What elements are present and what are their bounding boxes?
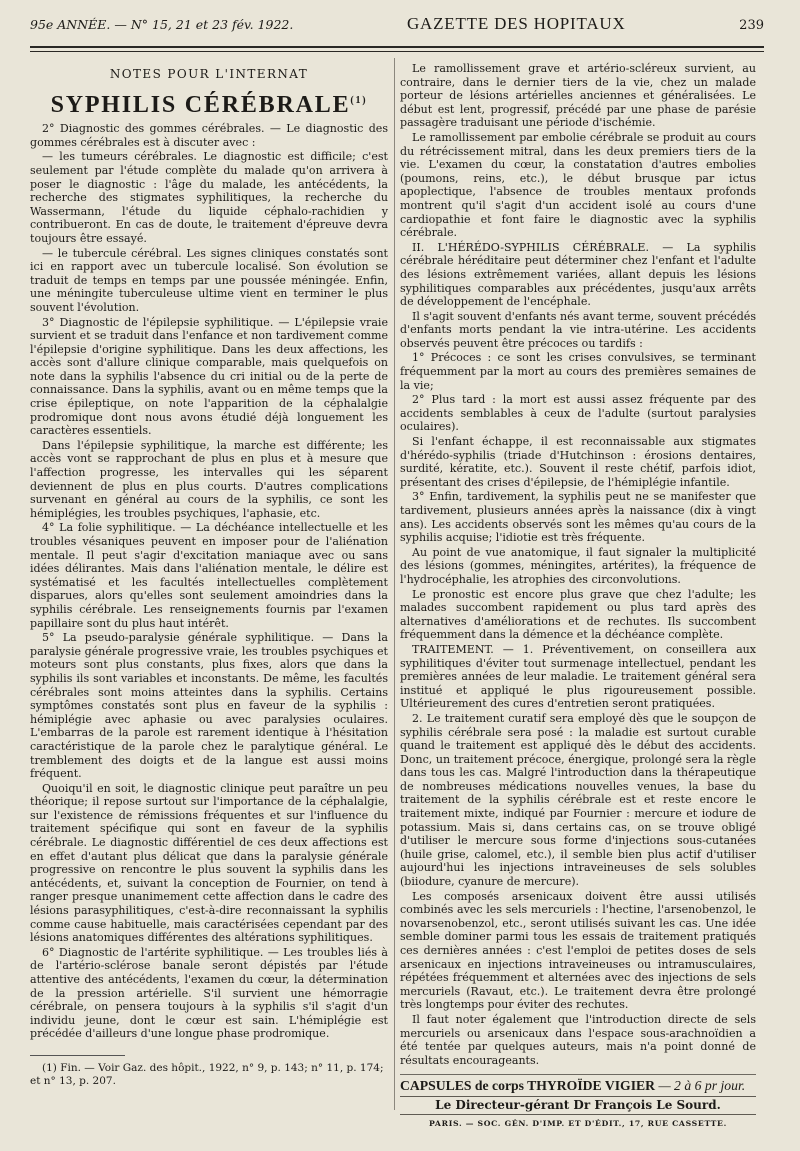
left-paragraph-6: 4° La folie syphilitique. — La déchéance intellectuelle et les troubles vésaniques peuvent en imposer pour de l'aliénation mentale. Il peut s'agir d'excitation maniaque avec ou sans idées délirantes. Mais dans l'aliénation mentale, le délire est systématisé et les facultés intellectuelles complètement disparues, alors qu'elles sont seulement amoindries dans la syphilis cérébrale. Les renseignements fournis par l'examen papillaire sont du plus haut intérêt. [30, 521, 388, 630]
section-kicker: NOTES POUR L'INTERNAT [109, 67, 309, 81]
running-header [30, 14, 764, 44]
right-paragraph-2: Le ramollissement par embolie cérébrale se produit au cours du rétrécissement mitral, dans les deux premiers tiers de la vie. L'examen du cœur, la constatation d'autres embolies (poumons, reins, etc.), le début brusque par ictus apoplectique, l'absence de troubles mentaux profonds montrent qu'il s'agit d'un accident isolé au cours d'une cardiopathie et font faire le diagnostic avec la syphilis cérébrale. [400, 130, 756, 240]
right-paragraph-12: 2. Le traitement curatif sera employé dès que le soupçon de syphilis cérébrale sera posé : la maladie est surtout curable quand le traitement est appliqué dès le début des accidents. Donc, un traitement précoce, énergique, prolongé sera la règle dans tous les cas. Malgré l'introduction dans la thérapeutique de nombreuses médications nouvelles venues, la base du traitement de la syphilis cérébrale est et reste encore le traitement mixte, indiqué par Fournier : mercure et iodure de potassium. Mais si, dans certains cas, on se trouve obligé d'utiliser le mercure sous forme d'injections sous-cutanées (huile grise, calomel, etc.), il semble bien plus actif d'utiliser aujourd'hui les injections intraveineuses de sels solubles (biiodure, cyanure de mercure). [400, 711, 756, 889]
right-column [400, 58, 756, 1131]
advertisement [400, 1074, 756, 1093]
ad-dose: — 2 à 6 pr jour. [658, 1078, 746, 1094]
right-paragraph-4: Il s'agit souvent d'enfants nés avant terme, souvent précédés d'enfants morts pendant la vie intra-utérine. Les accidents observés peuvent être précoces ou tardifs : [400, 309, 756, 350]
article-footnote-ref: (1) [350, 94, 368, 106]
left-paragraph-9: 6° Diagnostic de l'artérite syphilitique. — Les troubles liés à de l'artério-sclérose banale seront dépistés par l'étude attentive des antécédents, l'examen du cœur, la détermination de la pression artérielle. S'il survient une hémorragie cérébrale, on pensera toujours à la syphilis s'il s'agit d'un individu jeune, dont le cœur est sain. L'hémiplégie est précédée d'ailleurs d'une longue phase prodromique. [30, 945, 388, 1041]
ad-main: CAPSULES de corps THYROÏDE VIGIER [400, 1078, 656, 1094]
page-number: 239 [739, 18, 764, 33]
article-title [30, 91, 388, 118]
footnote: (1) Fin. — Voir Gaz. des hôpit., 1922, n° 9, p. 143; n° 11, p. 174; et n° 13, p. 207. [30, 1061, 384, 1087]
left-paragraph-3: — le tubercule cérébral. Les signes cliniques constatés sont ici en rapport avec un tubercule localisé. Son évolution se traduit de temps en temps par une poussée méningée. Enfin, une méningite tuberculeuse ultime vient en terminer le plus souvent l'évolution. [30, 246, 388, 314]
left-paragraph-4: 3° Diagnostic de l'épilepsie syphilitique. — L'épilepsie vraie survient et se traduit dans l'enfance et non tardivement comme l'épilepsie d'origine syphilitique. Dans les deux affections, les accès sont d'allure clinique comparable, mais quelquefois on note dans la syphilis l'absence du cri initial ou de la perte de connaissance. Dans la syphilis, avant ou en même temps que la crise épileptique, on note l'apparition de la céphalalgie prodromique dont nous avons étudié déjà longuement les caractères essentiels. [30, 315, 388, 438]
left-paragraph-2: — les tumeurs cérébrales. Le diagnostic est difficile; c'est seulement par l'étude complète du malade qu'on arrivera à poser le diagnostic : l'âge du malade, les antécédents, la recherche des stigmates syphilitiques, la recherche du Wassermann, l'étude du liquide céphalo-rachidien y contribueront. En cas de doute, le traitement d'épreuve devra toujours être essayé. [30, 150, 388, 245]
right-paragraph-11: TRAITEMENT. — 1. Préventivement, on conseillera aux syphilitiques d'éviter tout surmenage intellectuel, pendant les premières années de leur maladie. Le traitement général sera institué et appliqué le plus rigoureusement possible. Ultérieurement des cures d'entretien seront pratiquées. [400, 642, 756, 711]
right-paragraph-7: Si l'enfant échappe, il est reconnaissable aux stigmates d'hérédo-syphilis (triade d'Hutchinson : érosions dentaires, surdité, kératite, etc.). Souvent il reste chétif, parfois idiot, présentant des crises d'épilepsie, de l'hémiplégie infantile. [400, 435, 756, 489]
left-paragraph-1: 2° Diagnostic des gommes cérébrales. — Le diagnostic des gommes cérébrales est à discuter avec : [30, 122, 388, 149]
right-paragraph-5: 1° Précoces : ce sont les crises convulsives, se terminant fréquemment par la mort au cours des premières semaines de la vie; [400, 351, 756, 392]
right-paragraph-1: Le ramollissement grave et artério-scléreux survient, au contraire, dans le dernier tiers de la vie, chez un malade porteur de lésions artérielles anciennes et généralisées. Le début est lent, progressif, précédé par une phase de parésie passagère traduisant une période d'ischémie. [400, 62, 756, 130]
column-divider [394, 58, 395, 1110]
left-paragraph-7: 5° La pseudo-paralysie générale syphilitique. — Dans la paralysie générale progressive vraie, les troubles psychiques et moteurs sont plus constants, plus fixes, alors que dans la syphilis ils sont variables et inconstants. De même, les facultés cérébrales sont moins atteintes dans la syphilis. Certains symptômes constatés sont plus en faveur de la syphilis : hémiplégie avec aphasie ou avec paralysies oculaires. L'embarras de la parole est rarement identique à l'hésitation caractéristique de la parole chez le paralytique général. Le tremblement des doigts et de la langue est aussi moins fréquent. [30, 631, 388, 781]
right-paragraph-10: Le pronostic est encore plus grave que chez l'adulte; les malades succombent rapidement ou plus tard après des alternatives d'améliorations et de rechutes. Ils succombent fréquemment dans la démence et la déchéance complète. [400, 587, 756, 642]
article-title-text: SYPHILIS CÉRÉBRALE [50, 91, 351, 118]
right-paragraph-3: II. L'HÉRÉDO-SYPHILIS CÉRÉBRALE. — La syphilis cérébrale héréditaire peut déterminer chez l'enfant et l'adulte des lésions extrêmement variées, allant depuis les lésions syphilitiques comparables aux précédentes, jusqu'aux arrêts de développement de l'encéphale. [400, 240, 756, 309]
right-paragraph-8: 3° Enfin, tardivement, la syphilis peut ne se manifester que tardivement, plusieurs années après la naissance (dix à vingt ans). Les accidents observés sont les mêmes qu'au cours de la syphilis acquise; l'idiotie est très fréquente. [400, 490, 756, 545]
issue-line: 95e ANNÉE. — N° 15, 21 et 23 fév. 1922. [30, 17, 294, 32]
right-paragraph-13: Les composés arsenicaux doivent être aussi utilisés combinés avec les sels mercuriels : l'hectine, l'arsenobenzol, le novarsenobenzol, etc., seront utilisés suivant les cas. Une idée semble dominer parmi tous les essais de traitement pratiqués ces dernières années : c'est l'emploi de petites doses de sels arsenicaux en injections intraveineuses ou intramusculaires, répétées fréquemment et alternées avec des injections de sels mercuriels (Ravaut, etc.). Le traitement devra être prolongé très longtemps pour éviter des rechutes. [400, 889, 756, 1012]
printer-line: PARIS. — SOC. GÉN. D'IMP. ET D'ÉDIT., 17, RUE CASSETTE. [400, 1114, 756, 1131]
right-paragraph-9: Au point de vue anatomique, il faut signaler la multiplicité des lésions (gommes, méningites, artérites), la fréquence de l'hydrocéphalie, les atrophies des circonvolutions. [400, 545, 756, 586]
footnote-separator [30, 1055, 125, 1056]
header-rule [30, 46, 764, 48]
left-column [30, 58, 388, 1131]
journal-title: GAZETTE DES HOPITAUX [406, 14, 626, 33]
director-line: Le Directeur-gérant Dr François Le Sourd. [400, 1096, 756, 1113]
left-paragraph-8: Quoiqu'il en soit, le diagnostic clinique peut paraître un peu théorique; il repose surtout sur l'importance de la céphalalgie, sur l'existence de rémissions fréquentes et sur l'influence du traitement spécifique qui sont en faveur de la syphilis cérébrale. Le diagnostic différentiel de ces deux affections est en effet d'autant plus délicat que dans la paralysie générale progressive on rencontre le plus souvent la syphilis dans les antécédents, et, suivant la conception de Fournier, on tend à ranger presque unanimement cette affection dans le cadre des lésions parasyphilitiques, c'est-à-dire reconnaissant la syphilis comme cause habituelle, mais caractérisées cependant par des lésions anatomiques différentes des altérations syphilitiques. [30, 781, 388, 945]
right-paragraph-14: Il faut noter également que l'introduction directe de sels mercuriels ou arsenicaux dans l'espace sous-arachnoïdien a été tentée par quelques auteurs, mais n'a point donné de résultats encourageants. [400, 1012, 756, 1067]
right-paragraph-6: 2° Plus tard : la mort est aussi assez fréquente par des accidents semblables à ceux de l'adulte (surtout paralysies oculaires). [400, 393, 756, 434]
left-paragraph-5: Dans l'épilepsie syphilitique, la marche est différente; les accès vont se rapprochant de plus en plus et à mesure que l'affection progresse, les intervalles qui les séparent deviennent de plus en plus courts. D'autres complications survenant en général au cours de la syphilis, ce sont les hémiplégies, les troubles psychiques, l'aphasie, etc. [30, 438, 388, 520]
header-rule-secondary [30, 51, 764, 52]
